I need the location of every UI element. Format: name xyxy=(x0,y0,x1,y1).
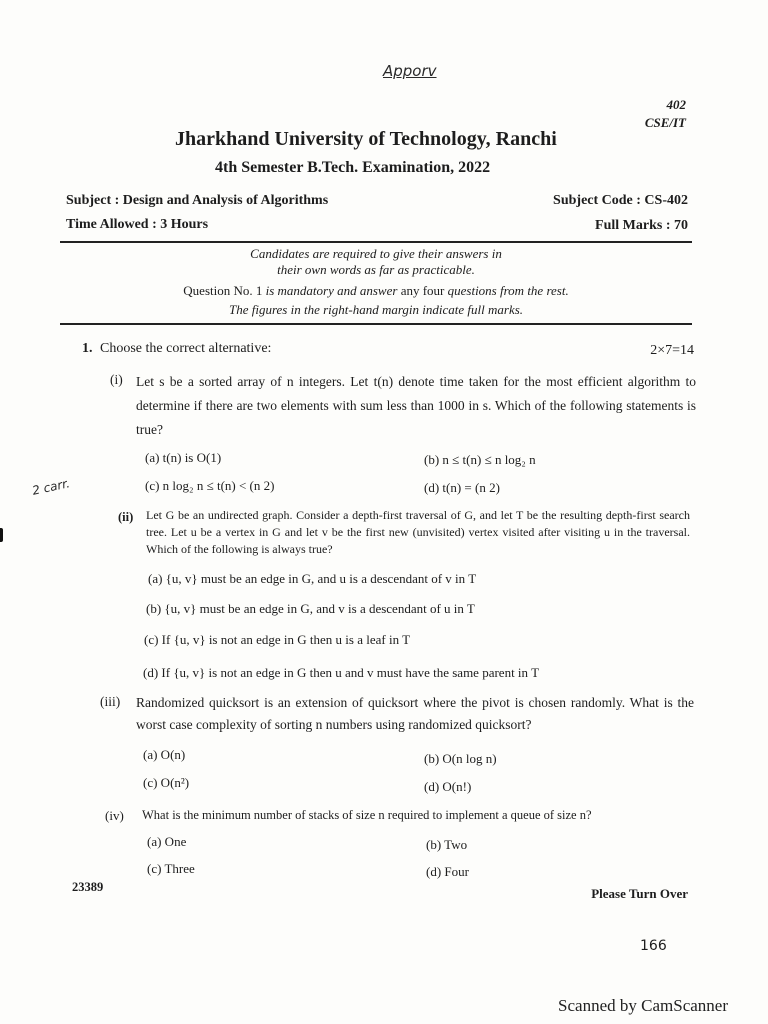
header-rule-bottom xyxy=(60,323,692,325)
subject-code: Subject Code : CS-402 xyxy=(553,193,688,208)
question-1-number: 1. xyxy=(82,341,93,356)
handwritten-top-note: Apporv xyxy=(383,62,437,80)
instruction-line-3-part-c: any four xyxy=(397,283,448,298)
part-iv-option-d: (d) Four xyxy=(426,864,469,879)
part-iii-text: Randomized quicksort is an extension of quicksort where the pivot is chosen randomly. What is the worst case complexity of sorting n numbers using randomized quicksort? xyxy=(136,695,694,732)
instruction-line-3-part-b: is mandatory and answer xyxy=(265,283,398,298)
part-ii-label: (ii) xyxy=(118,510,134,524)
binder-hole-mark xyxy=(0,528,3,542)
paper-code: 402 xyxy=(666,97,686,112)
part-iv-text: What is the minimum number of stacks of size n required to implement a queue of size n? xyxy=(142,808,592,822)
part-iii-option-a: (a) O(n) xyxy=(143,747,186,762)
part-i-option-b: (b) n ≤ t(n) ≤ n log₂ n xyxy=(424,452,536,467)
instruction-line-1: Candidates are required to give their answers in xyxy=(250,246,502,261)
instruction-line-2: their own words as far as practicable. xyxy=(277,262,475,277)
part-ii-text: Let G be an undirected graph. Consider a depth-first traversal of G, and let T be the resulting depth-first search tree. Let u be a vertex in G and let v be the first new (unvisited) vertex visited after visiting u in the traversal. Which of the following is always true? xyxy=(146,508,690,556)
full-marks: Full Marks : 70 xyxy=(595,218,688,233)
part-iv-label: (iv) xyxy=(105,808,124,823)
part-iv-option-c: (c) Three xyxy=(147,861,195,876)
part-iii-option-b: (b) O(n log n) xyxy=(424,751,497,766)
instruction-line-4: The figures in the right-hand margin indicate full marks. xyxy=(228,302,524,317)
part-iv-option-b: (b) Two xyxy=(426,837,468,852)
time-allowed: Time Allowed : 3 Hours xyxy=(66,217,209,232)
question-1-text: Choose the correct alternative: xyxy=(100,341,272,356)
question-1-marks: 2×7=14 xyxy=(650,343,694,358)
part-i-option-c: (c) n log₂ n ≤ t(n) < (n 2) xyxy=(145,478,275,493)
part-i-text: Let s be a sorted array of n integers. Let t(n) denote time taken for the most efficient algorithm to determine if there are two elements with sum less than 1000 in s. Which of the following statements is true? xyxy=(136,374,696,437)
branch: CSE/IT xyxy=(644,115,686,130)
handwritten-page-number: 166 xyxy=(640,938,667,954)
exam-title: 4th Semester B.Tech. Examination, 2022 xyxy=(215,159,491,176)
part-i-label: (i) xyxy=(110,372,123,387)
header-rule-top xyxy=(60,241,692,243)
part-ii-option-a: (a) {u, v} must be an edge in G, and u is a descendant of v in T xyxy=(148,571,477,586)
handwritten-margin-note: 2 carr. xyxy=(30,476,72,498)
part-iii-option-d: (d) O(n!) xyxy=(424,779,472,794)
university-title: Jharkhand University of Technology, Ranchi xyxy=(175,128,557,150)
scanner-watermark: Scanned by CamScanner xyxy=(558,996,728,1015)
instruction-line-3-part-d: questions from the rest. xyxy=(447,283,569,298)
part-i-option-a: (a) t(n) is O(1) xyxy=(145,450,222,465)
please-turn-over: Please Turn Over xyxy=(591,886,688,901)
part-iii-label: (iii) xyxy=(100,694,121,709)
part-iv-option-a: (a) One xyxy=(147,834,187,849)
instruction-line-3-part-a: Question No. 1 xyxy=(183,283,266,298)
part-ii-option-d: (d) If {u, v} is not an edge in G then u and v must have the same parent in T xyxy=(143,665,540,680)
part-ii-option-b: (b) {u, v} must be an edge in G, and v is a descendant of u in T xyxy=(146,601,475,616)
part-ii-option-c: (c) If {u, v} is not an edge in G then u is a leaf in T xyxy=(144,632,411,647)
instruction-line-3 xyxy=(60,283,692,299)
part-i-option-d: (d) t(n) = (n 2) xyxy=(424,480,500,495)
subject: Subject : Design and Analysis of Algorithms xyxy=(66,193,329,208)
footer-code: 23389 xyxy=(72,880,104,894)
part-iii-option-c: (c) O(n²) xyxy=(143,775,190,790)
